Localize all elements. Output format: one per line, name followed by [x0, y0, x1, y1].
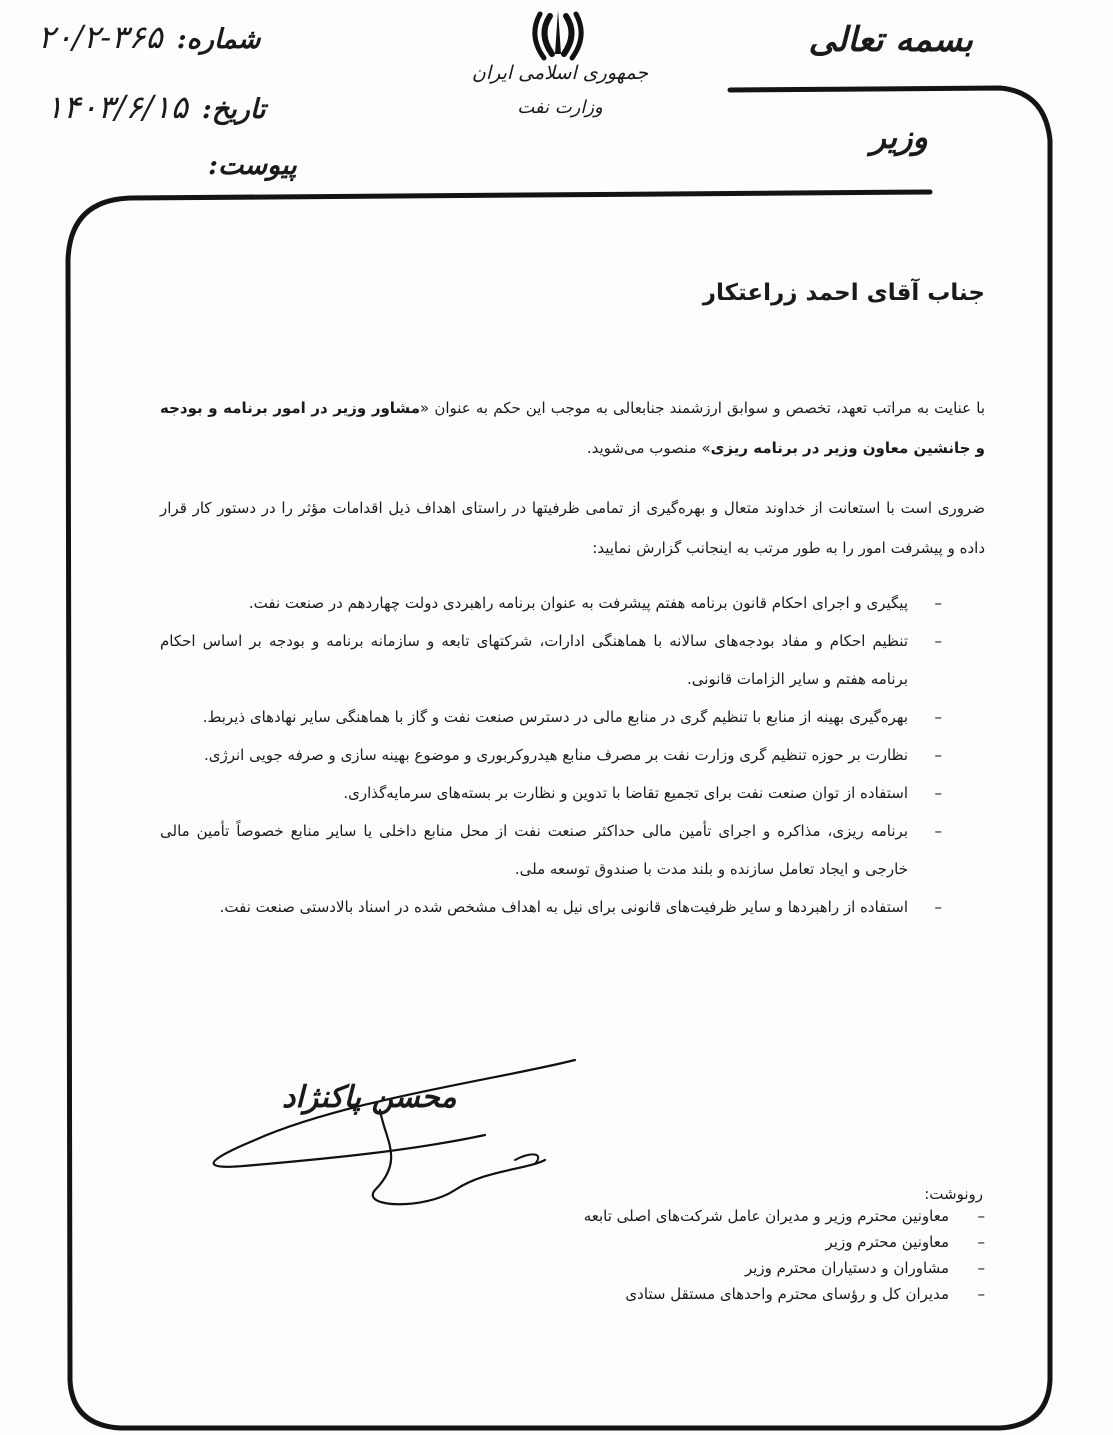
attachment-row: [208, 150, 297, 181]
cc-item: – مشاوران و دستیاران محترم وزیر: [584, 1255, 985, 1281]
list-item: – نظارت بر حوزه تنظیم گری وزارت نفت بر مصرف منابع هیدروکربوری و موضوع بهینه سازی و صرفه جویی انرژی.: [160, 736, 942, 774]
list-item: – تنظیم احکام و مفاد بودجه‌های سالانه با هماهنگی ادارات، شرکتهای تابعه و سازمانه برنامه و بودجه بر اساس احکام برنامه هفتم و سایر الزامات قانونی.: [160, 622, 942, 698]
iran-emblem-icon: [528, 6, 588, 62]
cc-item: – معاونین محترم وزیر و مدیران عامل شرکت‌های اصلی تابعه: [584, 1203, 985, 1229]
appointment-text-start: با عنایت به مراتب تعهد، تخصص و سوابق ارزشمند جنابعالی به موجب این حکم به عنوان «: [420, 399, 985, 417]
date-label: تاریخ:: [201, 94, 266, 125]
addressee: جناب آقای احمد زراعتکار: [702, 280, 985, 306]
cc-list: [584, 1203, 985, 1307]
signer-name: محسن پاکنژاد: [282, 1080, 457, 1115]
cc-item: – معاونین محترم وزیر: [584, 1229, 985, 1255]
list-item: – بهره‌گیری بهینه از منابع با تنظیم گری در منابع مالی در دسترس صنعت نفت و گاز با هماهنگی سایر نهادهای ذیربط.: [160, 698, 942, 736]
letter-number-row: [38, 18, 260, 56]
cc-item: – مدیران کل و رؤسای محترم واحدهای مستقل ستادی: [584, 1281, 985, 1307]
sender-title: وزیر: [870, 118, 928, 156]
appointment-text-end: » منصوب می‌شوید.: [586, 439, 711, 457]
ministry-name: وزارت نفت: [517, 97, 603, 118]
handwritten-signature-icon: [195, 1040, 595, 1220]
attachment-label: پیوست:: [208, 150, 297, 181]
date-value: ۱۴۰۳/۶/۱۵: [46, 88, 188, 126]
list-item: – برنامه ریزی، مذاکره و اجرای تأمین مالی حداکثر صنعت نفت از محل منابع داخلی یا سایر منابع خصوصاً تأمین مالی خارجی و ایجاد تعامل سازنده و بلند مدت با صندوق توسعه ملی.: [160, 812, 942, 888]
appointment-position: مشاور وزیر در امور برنامه و بودجه و جانشین معاون وزیر در برنامه ریزی: [160, 399, 985, 457]
number-label: شماره:: [176, 24, 261, 55]
list-item: – استفاده از راهبردها و سایر ظرفیت‌های قانونی برای نیل به اهداف مشخص شده در اسناد بالادستی صنعت نفت.: [160, 888, 942, 926]
list-item: – استفاده از توان صنعت نفت برای تجمیع تقاضا با تدوین و نظارت بر بسته‌های سرمایه‌گذاری.: [160, 774, 942, 812]
letter-date-row: [46, 88, 266, 126]
duties-list: [160, 584, 942, 926]
list-item: – پیگیری و اجرای احکام قانون برنامه هفتم پیشرفت به عنوان برنامه راهبردی دولت چهاردهم در صنعت نفت.: [160, 584, 942, 622]
cc-label: رونوشت:: [924, 1185, 983, 1203]
invocation-heading: بسمه تعالی: [808, 20, 973, 60]
number-value: ۲۰/۲-۳۶۵: [38, 18, 163, 56]
appointment-paragraph: [160, 388, 985, 468]
republic-name: جمهوری اسلامی ایران: [471, 62, 649, 84]
instruction-paragraph: ضروری است با استعانت از خداوند متعال و بهره‌گیری از تمامی ظرفیتها در راستای اهداف ذیل اقدامات مؤثر را در دستور کار قرار داده و پیشرفت امور را به طور مرتب به اینجانب گزارش نمایید:: [160, 499, 985, 557]
